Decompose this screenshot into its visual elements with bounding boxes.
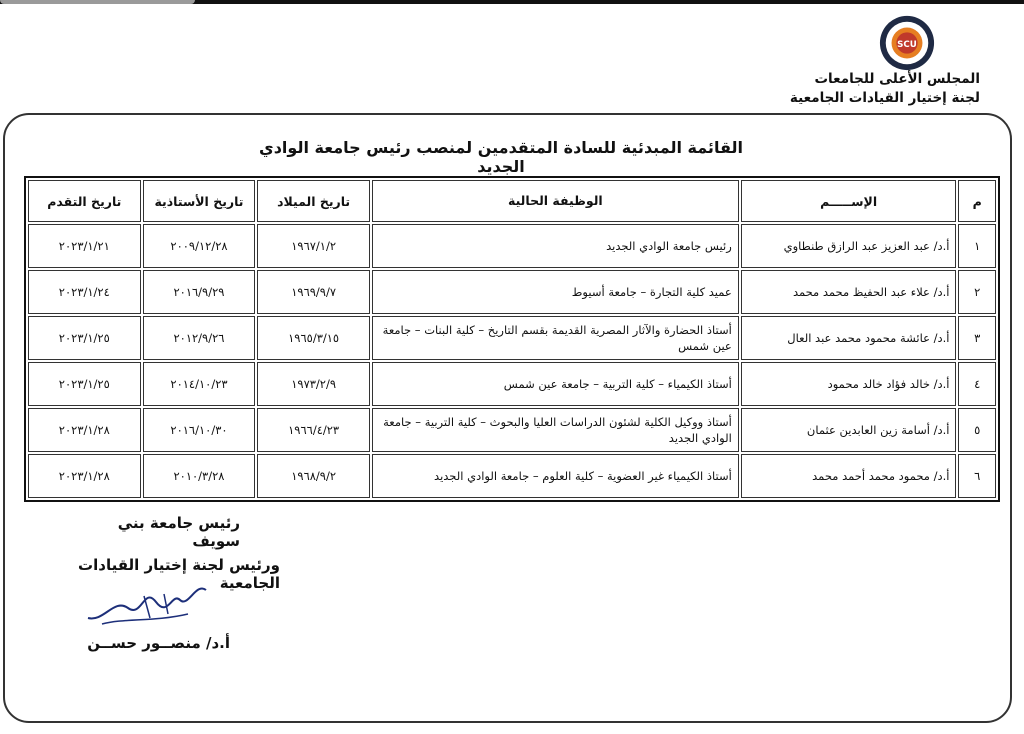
table-row [28,454,996,498]
table-row [28,224,996,268]
cell-birth: ١٩٦٥/٣/١٥ [257,316,370,360]
cell-professorship: ٢٠١٤/١٠/٢٣ [143,362,256,406]
table-header-row [28,180,996,222]
cell-name: أ.د/ عائشة محمود محمد عبد العال [741,316,957,360]
page-title: القائمة المبدئية للسادة المتقدمين لمنصب رئيس جامعة الوادي الجديد [236,138,766,182]
cell-num: ٥ [958,408,996,452]
handwritten-signature [84,578,214,630]
header-job: الوظيفة الحالية [372,180,739,222]
signatory-name: أ.د/ منصــور حســن [87,634,230,652]
table-row [28,408,996,452]
cell-num: ٢ [958,270,996,314]
council-logo [878,14,936,72]
table-row [28,270,996,314]
cell-birth: ١٩٦٨/٩/٢ [257,454,370,498]
logo-text: SCU [897,39,917,50]
cell-application: ٢٠٢٣/١/٢٥ [28,362,141,406]
scroll-indicator [0,0,195,4]
cell-job: أستاذ الكيمياء – كلية التربية – جامعة عين شمس [372,362,739,406]
header-application: تاريخ التقدم [28,180,141,222]
organization-header [790,70,980,108]
cell-name: أ.د/ علاء عبد الحفيظ محمد محمد [741,270,957,314]
cell-professorship: ٢٠١٢/٩/٢٦ [143,316,256,360]
header-professorship: تاريخ الأستاذية [143,180,256,222]
header-num: م [958,180,996,222]
cell-name: أ.د/ عبد العزيز عبد الرازق طنطاوي [741,224,957,268]
cell-application: ٢٠٢٣/١/٢١ [28,224,141,268]
cell-name: أ.د/ أسامة زين العابدين عثمان [741,408,957,452]
cell-application: ٢٠٢٣/١/٢٨ [28,408,141,452]
cell-job: أستاذ ووكيل الكلية لشئون الدراسات العليا والبحوث – كلية التربية – جامعة الوادي الجديد [372,408,739,452]
cell-job: أستاذ الحضارة والآثار المصرية القديمة بقسم التاريخ – كلية البنات – جامعة عين شمس [372,316,739,360]
cell-professorship: ٢٠٠٩/١٢/٢٨ [143,224,256,268]
cell-num: ٤ [958,362,996,406]
signatory-title-1: رئيس جامعة بني سويف [117,514,240,550]
cell-professorship: ٢٠١٦/١٠/٣٠ [143,408,256,452]
table-row [28,362,996,406]
cell-name: أ.د/ محمود محمد أحمد محمد [741,454,957,498]
cell-birth: ١٩٧٣/٢/٩ [257,362,370,406]
cell-job: أستاذ الكيمياء غير العضوية – كلية العلوم – جامعة الوادي الجديد [372,454,739,498]
cell-professorship: ٢٠١٠/٣/٢٨ [143,454,256,498]
applicants-table [24,176,1000,502]
cell-job: رئيس جامعة الوادي الجديد [372,224,739,268]
cell-num: ٣ [958,316,996,360]
cell-birth: ١٩٦٩/٩/٧ [257,270,370,314]
cell-num: ٦ [958,454,996,498]
cell-job: عميد كلية التجارة – جامعة أسيوط [372,270,739,314]
cell-birth: ١٩٦٧/١/٢ [257,224,370,268]
cell-professorship: ٢٠١٦/٩/٢٩ [143,270,256,314]
header-birth: تاريخ الميلاد [257,180,370,222]
cell-application: ٢٠٢٣/١/٢٤ [28,270,141,314]
cell-name: أ.د/ خالد فؤاد خالد محمود [741,362,957,406]
org-line-1: المجلس الأعلى للجامعات [814,71,980,87]
cell-application: ٢٠٢٣/١/٢٨ [28,454,141,498]
header-name: الإســـــم [741,180,957,222]
cell-num: ١ [958,224,996,268]
cell-birth: ١٩٦٦/٤/٢٣ [257,408,370,452]
signatory-title-2: ورئيس لجنة إختيار القيادات الجامعية [78,556,280,592]
org-line-2: لجنة إختيار القيادات الجامعية [789,90,980,106]
cell-application: ٢٠٢٣/١/٢٥ [28,316,141,360]
table-row [28,316,996,360]
